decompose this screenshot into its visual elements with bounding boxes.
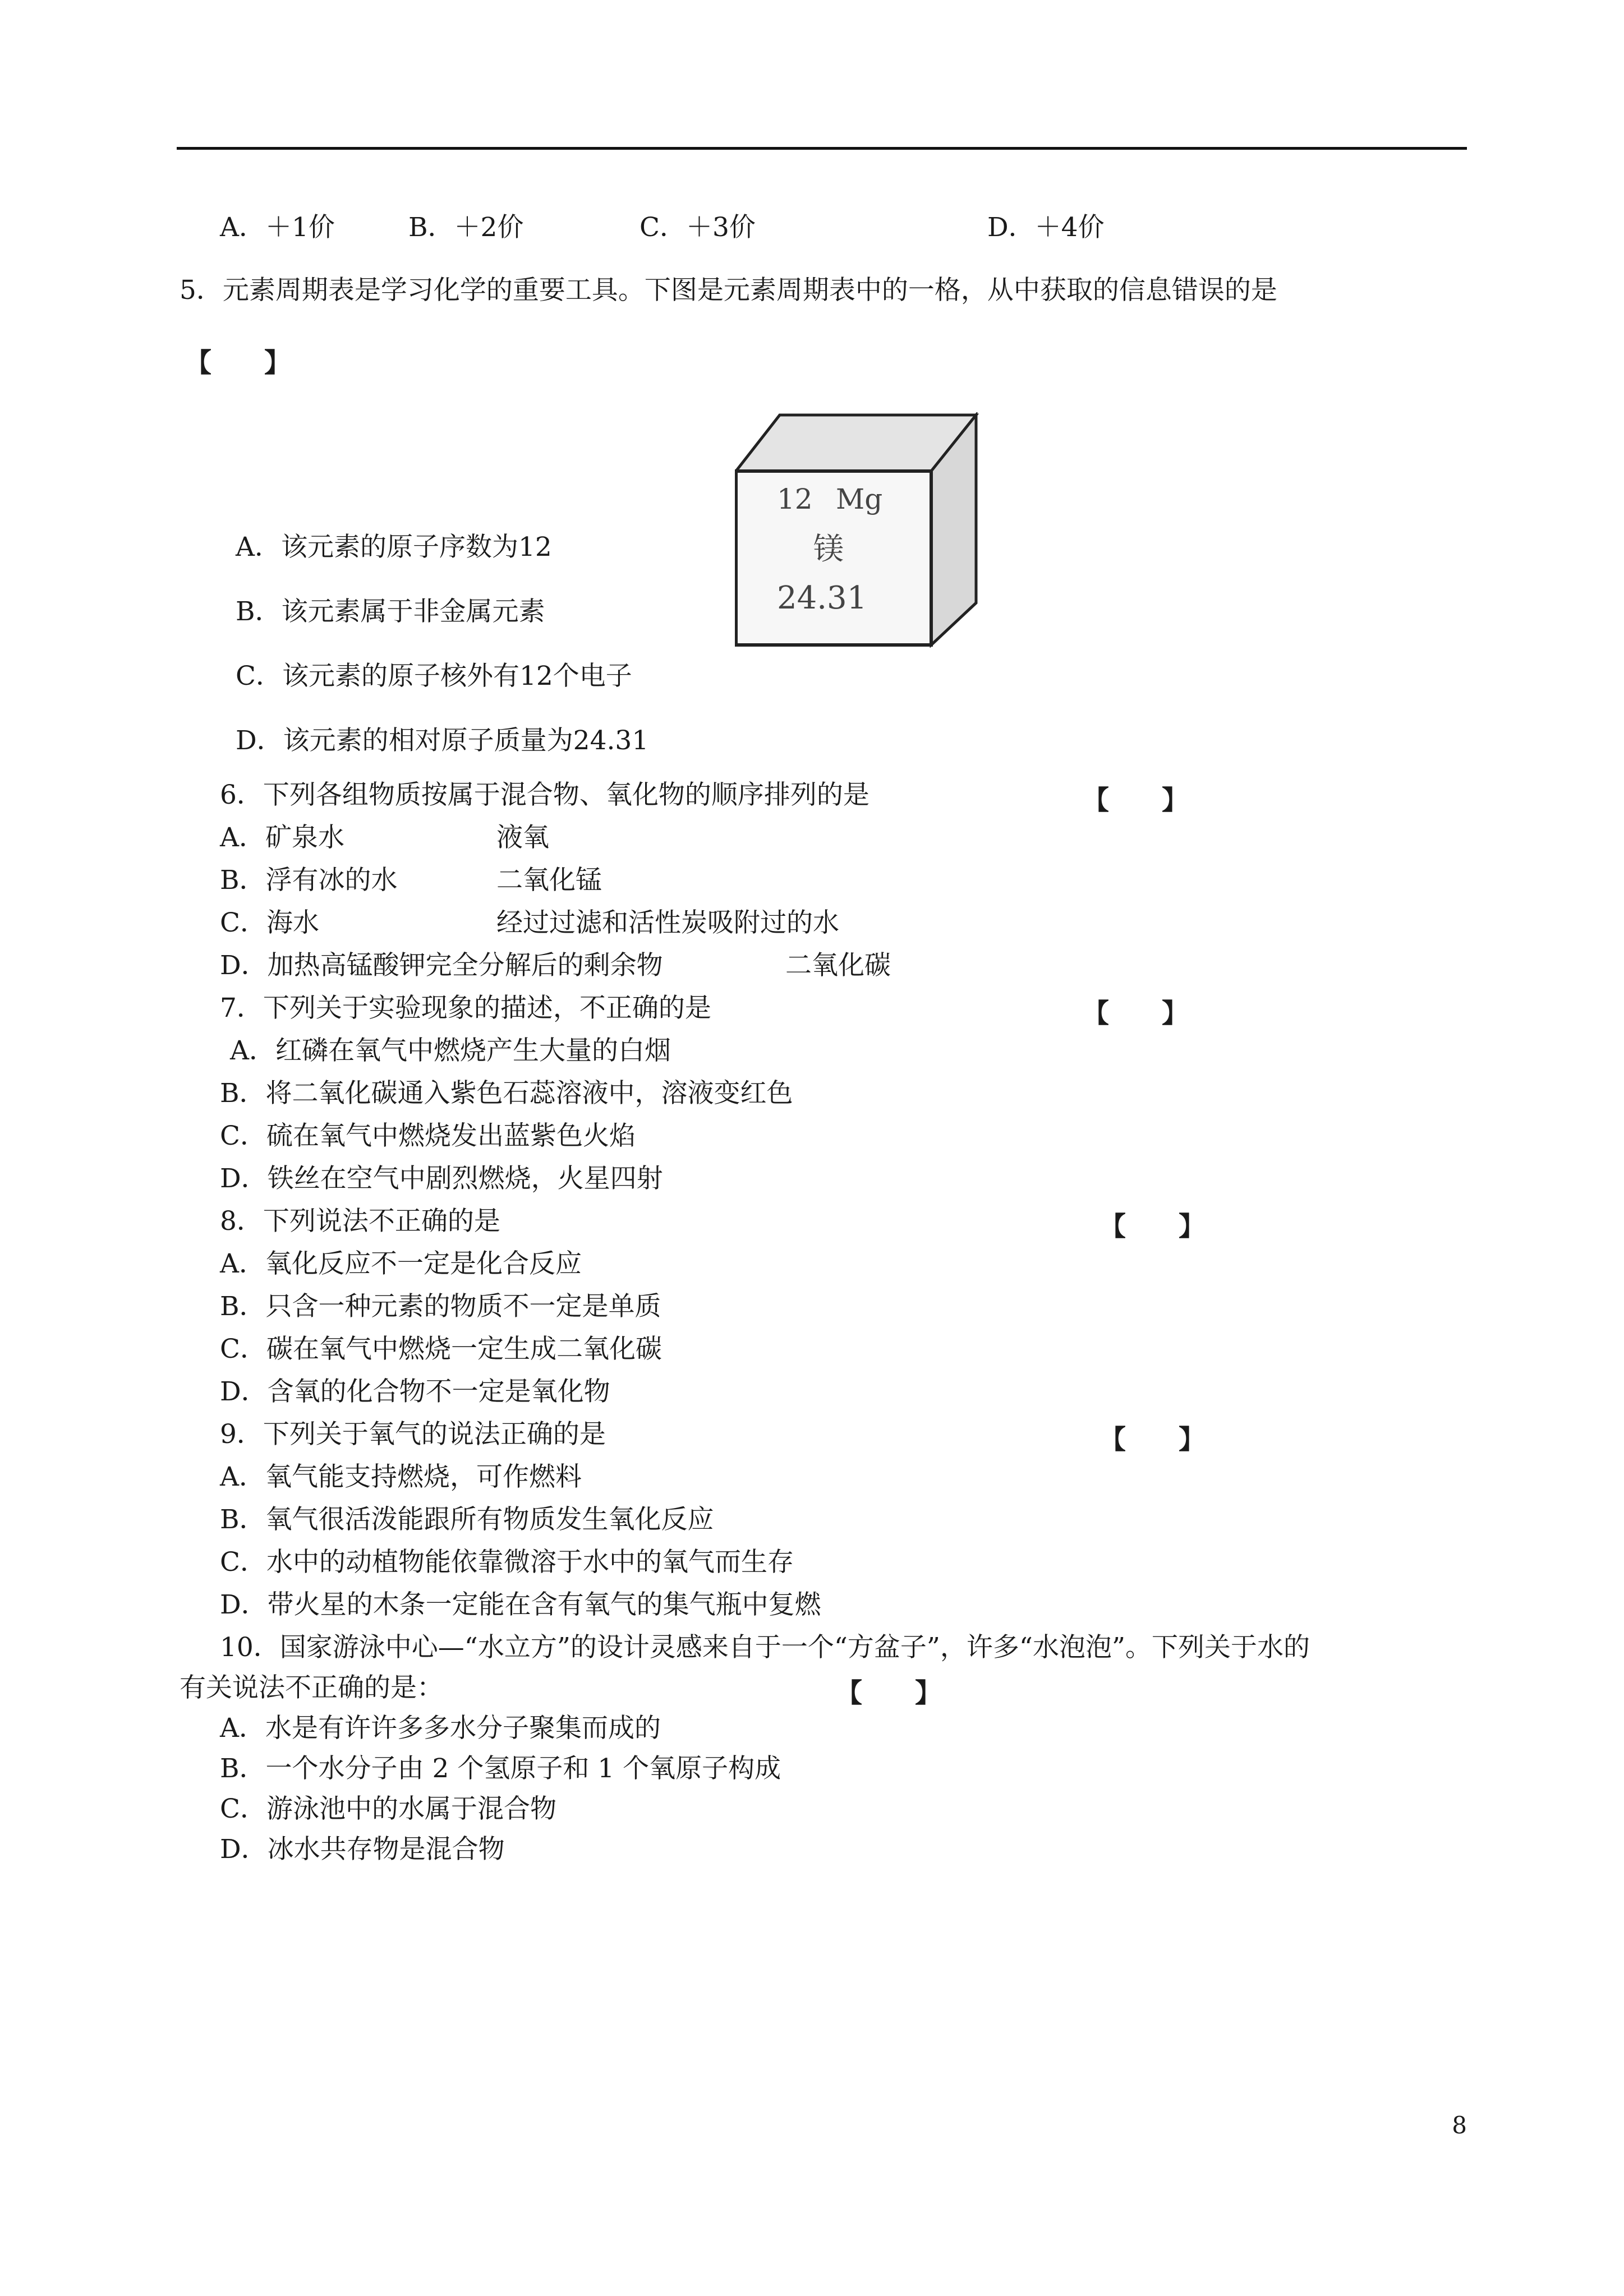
- q8-option-c: C．碳在氧气中燃烧一定生成二氧化碳: [220, 1334, 662, 1364]
- q10-option-d: D．冰水共存物是混合物: [220, 1834, 505, 1865]
- cell-mass: 24.31: [777, 580, 867, 616]
- q5-option-a: A．该元素的原子序数为12: [236, 532, 552, 563]
- q9-option-b: B．氧气很活泼能跟所有物质发生氧化反应: [220, 1504, 714, 1535]
- q8-option-b: B．只含一种元素的物质不一定是单质: [220, 1291, 661, 1322]
- q5-bracket: 【 】: [185, 348, 291, 379]
- q9-option-d: D．带火星的木条一定能在含有氧气的集气瓶中复燃: [220, 1589, 821, 1620]
- q6-bracket: 【 】: [1083, 785, 1188, 816]
- q5-option-b: B．该元素属于非金属元素: [236, 596, 545, 627]
- q9-option-c: C．水中的动植物能依靠微溶于水中的氧气而生存: [220, 1547, 794, 1578]
- q6-option-b: B．浮有冰的水: [220, 865, 398, 896]
- q6-option-a: A．矿泉水: [220, 822, 344, 853]
- cell-number: 12: [777, 483, 813, 515]
- q8-stem: 8．下列说法不正确的是: [220, 1206, 500, 1237]
- q10-option-b: B．一个水分子由 2 个氢原子和 1 个氧原子构成: [220, 1753, 781, 1784]
- q6-option-c-b: 经过过滤和活性炭吸附过的水: [496, 907, 839, 938]
- q8-option-a: A．氧化反应不一定是化合反应: [220, 1248, 582, 1279]
- q5-stem: 5．元素周期表是学习化学的重要工具。下图是元素周期表中的一格，从中获取的信息错误的是: [180, 275, 1277, 306]
- q10-stem-line2: 有关说法不正确的是：: [180, 1672, 443, 1703]
- q7-bracket: 【 】: [1083, 998, 1188, 1029]
- q6-option-b-b: 二氧化锰: [496, 865, 602, 896]
- q8-option-d: D．含氧的化合物不一定是氧化物: [220, 1376, 610, 1407]
- q7-option-d: D．铁丝在空气中剧烈燃烧，火星四射: [220, 1163, 663, 1194]
- q6-option-d: D．加热高锰酸钾完全分解后的剩余物: [220, 950, 663, 981]
- q10-stem-line1: 10．国家游泳中心—“水立方”的设计灵感来自于一个“方盆子”，许多“水泡泡”。下列关于水的: [220, 1632, 1310, 1663]
- q9-option-a: A．氧气能支持燃烧，可作燃料: [220, 1461, 582, 1492]
- q4-option-c: C．＋3价: [640, 212, 756, 243]
- header-rule: [177, 147, 1467, 150]
- q9-bracket: 【 】: [1099, 1424, 1205, 1455]
- q4-option-d: D．＋4价: [987, 212, 1105, 243]
- q5-option-d: D．该元素的相对原子质量为24.31: [236, 725, 649, 756]
- q6-option-c: C．海水: [220, 907, 319, 938]
- q5-option-c: C．该元素的原子核外有12个电子: [236, 661, 632, 691]
- q8-bracket: 【 】: [1099, 1211, 1205, 1242]
- periodic-table-cell: [735, 412, 982, 648]
- q6-option-a-b: 液氧: [496, 822, 549, 853]
- q7-option-b: B．将二氧化碳通入紫色石蕊溶液中，溶液变红色: [220, 1078, 793, 1109]
- q9-stem: 9．下列关于氧气的说法正确的是: [220, 1419, 606, 1450]
- q7-option-c: C．硫在氧气中燃烧发出蓝紫色火焰: [220, 1121, 636, 1151]
- q7-stem: 7．下列关于实验现象的描述，不正确的是: [220, 993, 711, 1023]
- cell-name: 镁: [813, 531, 844, 566]
- page-number: 8: [1452, 2111, 1467, 2139]
- q10-option-a: A．水是有许许多多水分子聚集而成的: [220, 1713, 661, 1744]
- q6-stem: 6．下列各组物质按属于混合物、氧化物的顺序排列的是: [220, 780, 869, 810]
- q6-option-d-b: 二氧化碳: [785, 950, 891, 981]
- q10-option-c: C．游泳池中的水属于混合物: [220, 1794, 556, 1824]
- q7-option-a: A．红磷在氧气中燃烧产生大量的白烟: [230, 1035, 671, 1066]
- cell-symbol: Mg: [836, 483, 883, 515]
- q4-option-a: A．＋1价: [220, 212, 335, 243]
- q4-option-b: B．＋2价: [408, 212, 524, 243]
- q10-bracket: 【 】: [836, 1678, 941, 1709]
